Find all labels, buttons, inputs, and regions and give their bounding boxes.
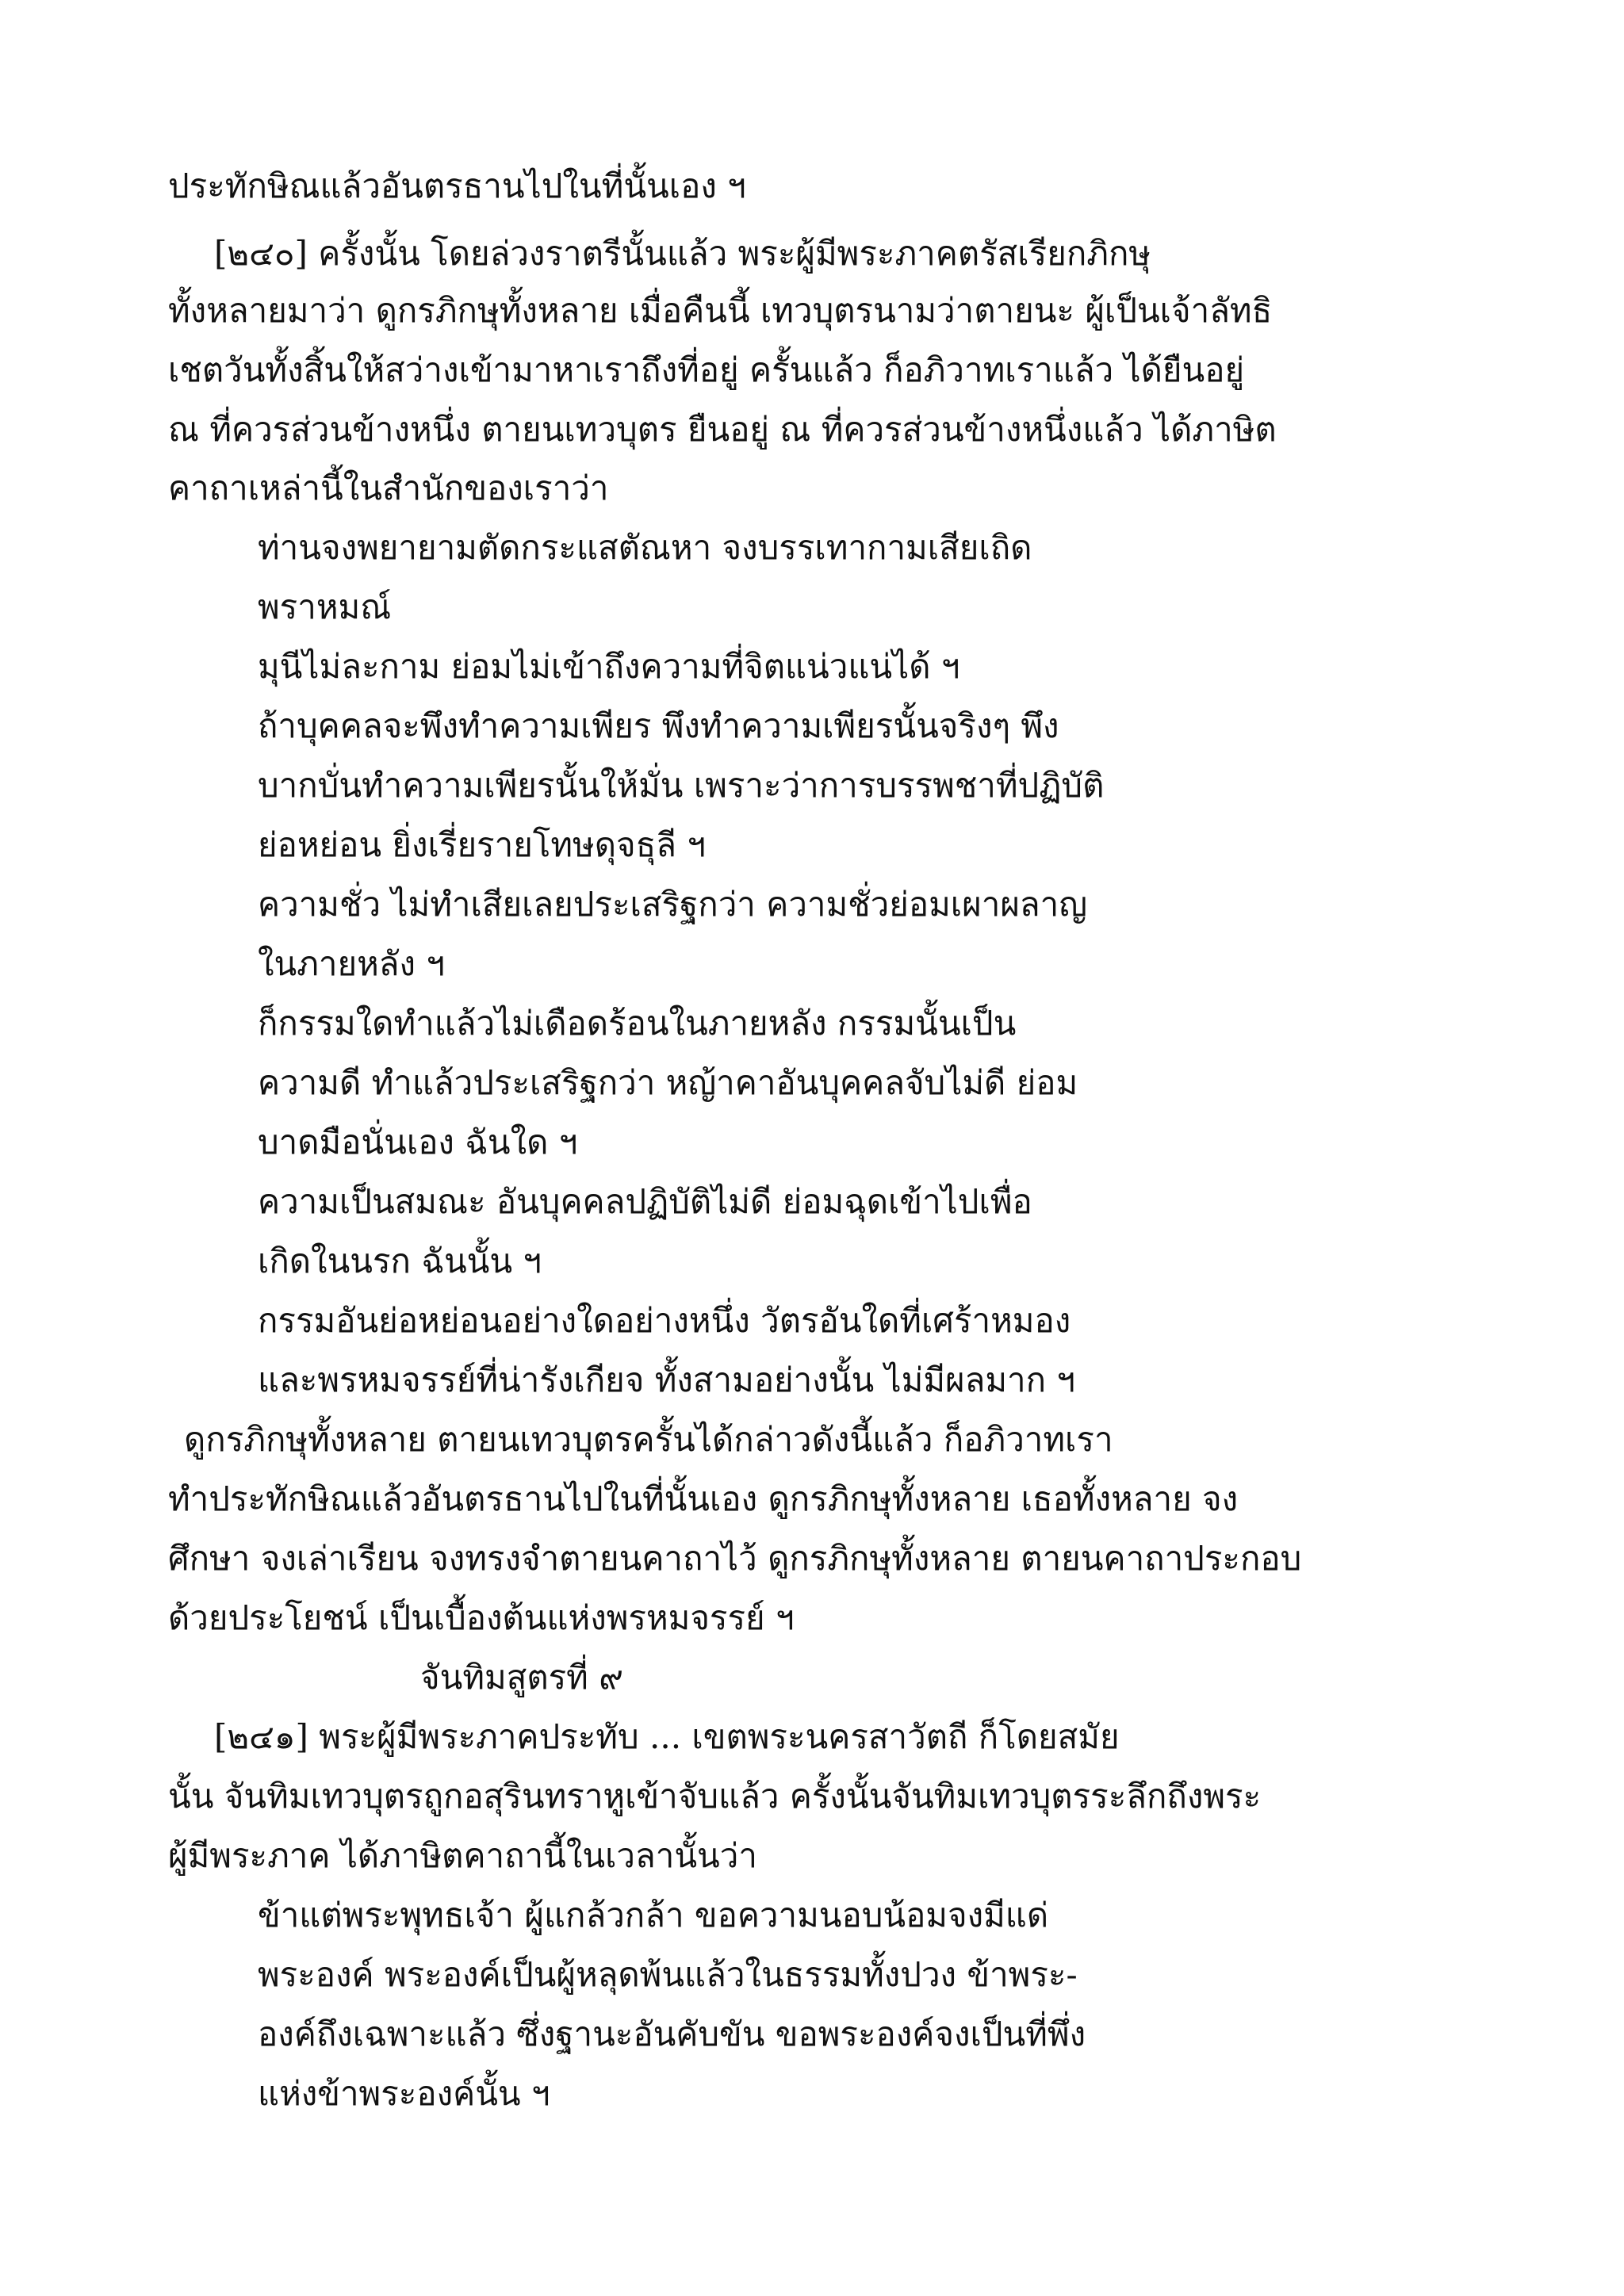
verse-line: ความเป็นสมณะ อันบุคคลปฏิบัติไม่ดี ย่อมฉุดเข้าไปเพื่อ <box>258 1182 1032 1221</box>
verse-line: ท่านจงพยายามตัดกระแสตัณหา จงบรรเทากามเสียเถิด <box>258 528 1032 567</box>
verse-line: ย่อหย่อน ยิ่งเรี่ยรายโทษดุจธุลี ฯ <box>258 825 706 864</box>
text-line: เชตวันทั้งสิ้นให้สว่างเข้ามาหาเราถึงที่อยู่ ครั้นแล้ว ก็อภิวาทเราแล้ว ได้ยืนอยู่ <box>168 350 1245 389</box>
verse-line: กรรมอันย่อหย่อนอย่างใดอย่างหนึ่ง วัตรอันใดที่เศร้าหมอง <box>258 1301 1071 1340</box>
verse-line: องค์ถึงเฉพาะแล้ว ซึ่งฐานะอันคับขัน ขอพระองค์จงเป็นที่พึ่ง <box>258 2015 1086 2053</box>
paragraph-start-240: [๒๔๐] ครั้งนั้น โดยล่วงราตรีนั้นแล้ว พระผู้มีพระภาคตรัสเรียกภิกษุ <box>214 234 1151 273</box>
verse-line: ความดี ทำแล้วประเสริฐกว่า หญ้าคาอันบุคคลจับไม่ดี ย่อม <box>258 1063 1078 1102</box>
verse-line: เกิดในนรก ฉันนั้น ฯ <box>258 1242 542 1280</box>
verse-line: บากบั่นทำความเพียรนั้นให้มั่น เพราะว่าการบรรพชาที่ปฏิบัติ <box>258 766 1105 805</box>
text-line: คาถาเหล่านี้ในสำนักของเราว่า <box>168 469 609 507</box>
verse-line: และพรหมจรรย์ที่น่ารังเกียจ ทั้งสามอย่างนั้น ไม่มีผลมาก ฯ <box>258 1360 1075 1399</box>
text-line: ด้วยประโยชน์ เป็นเบื้องต้นแห่งพรหมจรรย์ ฯ <box>168 1598 795 1637</box>
text-line: ผู้มีพระภาค ได้ภาษิตคาถานี้ในเวลานั้นว่า <box>168 1836 757 1875</box>
verse-line: มุนีไม่ละกาม ย่อมไม่เข้าถึงความที่จิตแน่วแน่ได้ ฯ <box>258 647 960 686</box>
verse-line: ก็กรรมใดทำแล้วไม่เดือดร้อนในภายหลัง กรรมนั้นเป็น <box>258 1004 1017 1043</box>
verse-line: ถ้าบุคคลจะพึงทำความเพียร พึงทำความเพียรนั้นจริงๆ พึง <box>258 706 1059 745</box>
text-line: ทั้งหลายมาว่า ดูกรภิกษุทั้งหลาย เมื่อคืนนี้ เทวบุตรนามว่าตายนะ ผู้เป็นเจ้าลัทธิ <box>168 291 1273 330</box>
text-line: ณ ที่ควรส่วนข้างหนึ่ง ตายนเทวบุตร ยืนอยู่ ณ ที่ควรส่วนข้างหนึ่งแล้ว ได้ภาษิต <box>168 410 1277 449</box>
text-line: ทำประทักษิณแล้วอันตรธานไปในที่นั้นเอง ดูกรภิกษุทั้งหลาย เธอทั้งหลาย จง <box>168 1479 1239 1518</box>
text-line: ศึกษา จงเล่าเรียน จงทรงจำตายนคาถาไว้ ดูกรภิกษุทั้งหลาย ตายนคาถาประกอบ <box>168 1539 1302 1578</box>
verse-line: ในภายหลัง ฯ <box>258 944 445 983</box>
verse-line: แห่งข้าพระองค์นั้น ฯ <box>258 2074 550 2113</box>
text-line: นั้น จันทิมเทวบุตรถูกอสุรินทราหูเข้าจับแล้ว ครั้งนั้นจันทิมเทวบุตรระลึกถึงพระ <box>168 1777 1262 1816</box>
verse-line: พระองค์ พระองค์เป็นผู้หลุดพ้นแล้วในธรรมทั้งปวง ข้าพระ- <box>258 1955 1078 1994</box>
verse-line: พราหมณ์ <box>258 587 392 626</box>
sutta-heading: จันทิมสูตรที่ ๙ <box>420 1658 623 1697</box>
verse-line: ข้าแต่พระพุทธเจ้า ผู้แกล้วกล้า ขอความนอบน้อมจงมีแด่ <box>258 1896 1049 1934</box>
verse-line: ความชั่ว ไม่ทำเสียเลยประเสริฐกว่า ความชั่วย่อมเผาผลาญ <box>258 885 1088 924</box>
paragraph-start: ดูกรภิกษุทั้งหลาย ตายนเทวบุตรครั้นได้กล่าวดังนี้แล้ว ก็อภิวาทเรา <box>184 1420 1113 1459</box>
text-line: ประทักษิณแล้วอันตรธานไปในที่นั้นเอง ฯ <box>168 166 746 205</box>
paragraph-start-241: [๒๔๑] พระผู้มีพระภาคประทับ ... เขตพระนครสาวัตถี ก็โดยสมัย <box>214 1717 1120 1756</box>
verse-line: บาดมือนั่นเอง ฉันใด ฯ <box>258 1123 578 1161</box>
